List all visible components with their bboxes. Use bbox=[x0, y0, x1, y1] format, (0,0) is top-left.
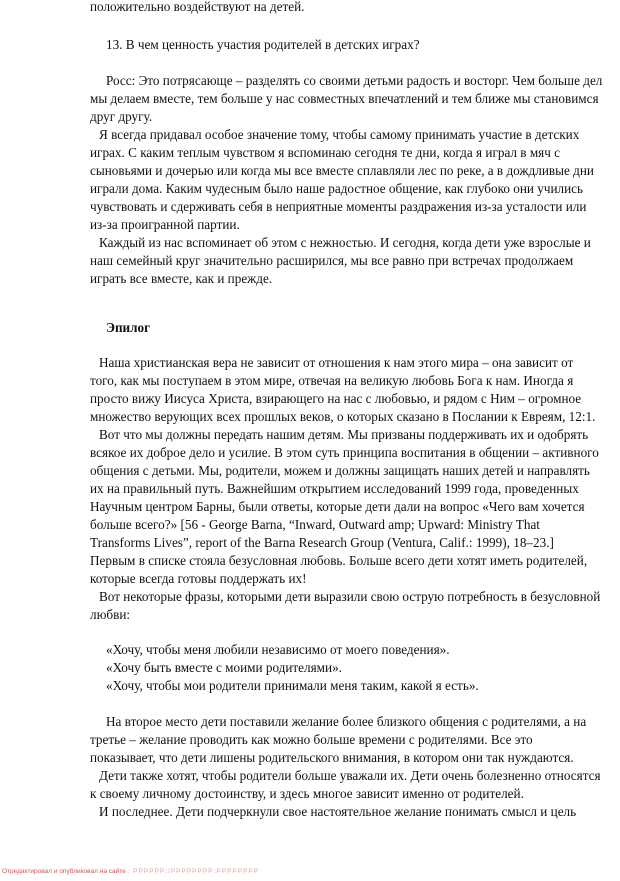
footer-faint-text: : PPPPPP:/PPPPPPPP:PPPPPPPP bbox=[127, 868, 260, 875]
text-line: общения с детьми. Мы, родители, можем и должны защищать наших детей и направлять bbox=[90, 463, 590, 478]
text-line: Transforms Lives”, report of the Barna Research Group (Ventura, Calif.: 1999), 18–23.] bbox=[90, 535, 554, 550]
text-line: друг другу. bbox=[90, 109, 153, 124]
quote-line: «Хочу, чтобы мои родители принимали меня таким, какой я есть». bbox=[106, 678, 479, 693]
text-line: их на правильный путь. Важнейшим открытием исследований 1999 года, проведенных bbox=[90, 481, 579, 496]
text-line: наш семейный круг значительно расширился, мы все равно при встречах продолжаем bbox=[90, 253, 574, 268]
text-line: Вот что мы должны передать нашим детям. Мы призваны поддерживать их и одобрять bbox=[99, 427, 589, 442]
text-line: просто вижу Иисуса Христа, взирающего на нас с любовью, и рядом с Ним – огромное bbox=[90, 391, 582, 406]
text-line: которые всегда готовы поддержать их! bbox=[90, 571, 307, 586]
text-line: Научным центром Барны, были ответы, которые дети дали на вопрос «Чего вам хочется bbox=[90, 499, 585, 514]
text-line: Дети также хотят, чтобы родители больше уважали их. Дети очень болезненно относятся bbox=[99, 768, 601, 783]
text-line: Я всегда придавал особое значение тому, чтобы самому принимать участие в детских bbox=[99, 127, 580, 142]
text-line: к своему личному достоинству, и здесь многое зависит именно от родителей. bbox=[90, 786, 524, 801]
text-line: чувствовать и сдерживать себя в неприятные моменты раздражения из-за усталости или bbox=[90, 199, 587, 214]
text-line: Наша христианская вера не зависит от отношения к нам этого мира – она зависит от bbox=[99, 355, 574, 370]
text-line: больше всего?» [56 - George Barna, “Inward, Outward amp; Upward: Ministry That bbox=[90, 517, 540, 532]
text-line: играть все вместе, как и прежде. bbox=[90, 271, 273, 286]
text-line: любви: bbox=[90, 607, 131, 622]
text-line: играли дома. Каким чудесным было наше радостное общение, как глубоко они учились bbox=[90, 181, 584, 196]
text-line: третье – желание проводить как можно больше времени с родителями. Все это bbox=[90, 732, 533, 747]
text-line: Вот некоторые фразы, которыми дети выразили свою острую потребность в безусловной bbox=[99, 589, 601, 604]
quote-line: «Хочу быть вместе с моими родителями». bbox=[106, 660, 342, 675]
text-line: множество верующих всех прошлых веков, о которых сказано в Послании к Евреям, 12:1. bbox=[90, 409, 596, 424]
text-line: играх. С каким теплым чувством я вспоминаю сегодня те дни, когда я играл в мяч с bbox=[90, 145, 561, 160]
footer-text: Отредактировал и опубликовал на сайте bbox=[2, 868, 126, 875]
footer-watermark bbox=[2, 868, 259, 875]
text-line: Росс: Это потрясающе – разделять со своими детьми радость и восторг. Чем больше дел bbox=[106, 73, 603, 88]
text-line: всякое их доброе дело и усилие. В этом суть принципа воспитания в общении – активного bbox=[90, 445, 599, 460]
text-line: из-за проигранной партии. bbox=[90, 217, 240, 232]
text-line: того, как мы поступаем в этом мире, отвечая на великую любовь Бога к нам. Иногда я bbox=[90, 373, 574, 388]
text-line: Каждый из нас вспоминает об этом с нежностью. И сегодня, когда дети уже взрослые и bbox=[99, 235, 591, 250]
text-line: положительно воздействуют на детей. bbox=[90, 0, 305, 14]
text-line: мы делаем вместе, тем больше у нас совместных впечатлений и тем ближе мы становимся bbox=[90, 91, 599, 106]
question-heading: 13. В чем ценность участия родителей в детских играх? bbox=[106, 37, 420, 52]
text-line: И последнее. Дети подчеркнули свое настоятельное желание понимать смысл и цель bbox=[99, 804, 577, 819]
text-line: На второе место дети поставили желание более близкого общения с родителями, а на bbox=[106, 714, 587, 729]
text-line: сыновьями и дочерью или когда мы все вместе сплавляли лес по реке, а в дождливые дни bbox=[90, 163, 594, 178]
quote-line: «Хочу, чтобы меня любили независимо от моего поведения». bbox=[106, 642, 450, 657]
text-line: Первым в списке стояла безусловная любовь. Больше всего дети хотят иметь родителей, bbox=[90, 553, 588, 568]
section-heading: Эпилог bbox=[106, 320, 151, 335]
text-line: показывает, что дети лишены родительского внимания, в котором они так нуждаются. bbox=[90, 750, 574, 765]
